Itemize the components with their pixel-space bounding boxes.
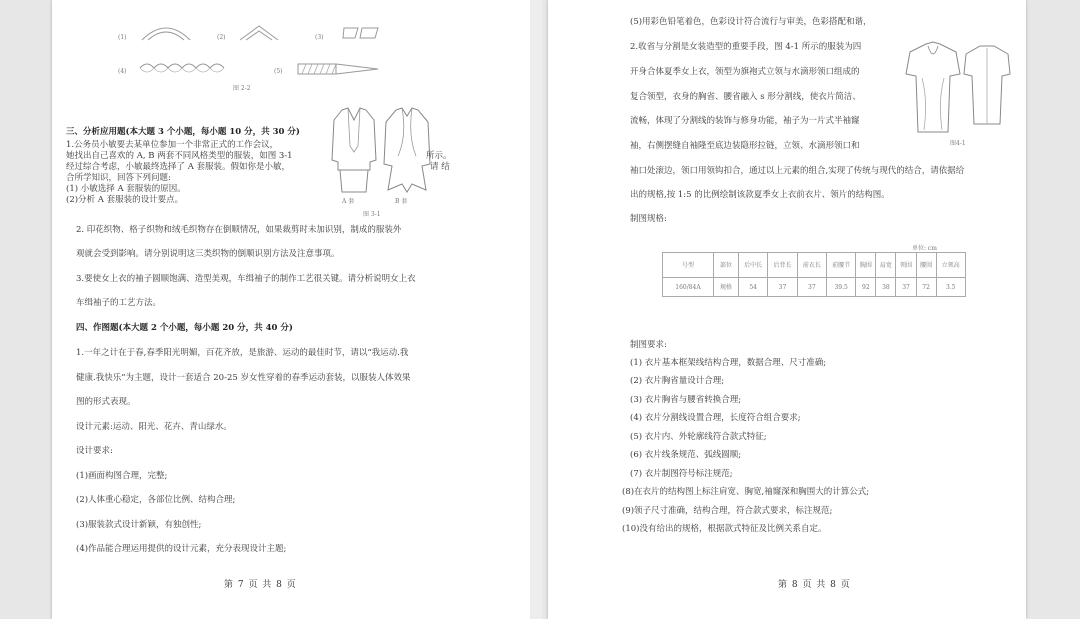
- requirement-item: (10)没有给出的规格，根据款式特征及比例关系自定。: [622, 524, 827, 534]
- requirement-item: (1) 衣片基本框架线结构合理，数据合理、尺寸准确;: [630, 358, 827, 368]
- fold-stitch-drawing: [342, 26, 380, 40]
- table-header-row: [663, 253, 966, 278]
- suit-b-drawing: [382, 106, 432, 194]
- question-line: 复合领型，衣身的胸省、腰省融入 s 形分割线，使衣片简洁、: [630, 92, 861, 102]
- question-line: 1.一年之计在于春,春季阳光明媚，百花齐放，是旅游、运动的最佳时节，请以“我运动.我: [76, 348, 409, 358]
- requirement-item: (5) 衣片内、外轮廓线符合款式特征;: [630, 432, 767, 442]
- table-cell: 37: [797, 278, 826, 297]
- arch-stitch-drawing: [140, 22, 192, 42]
- requirement-item: (4)作品能合理运用提供的设计元素，充分表现设计主题;: [76, 544, 287, 554]
- fig-label: (1): [118, 34, 127, 41]
- fig-label: (4): [118, 68, 127, 75]
- question-line: 开身合体夏季女上衣，领型为旗袍式立领与水滴形领口组成的: [630, 67, 860, 77]
- table-header-cell: 后中长: [739, 253, 768, 278]
- table-cell: 72: [916, 278, 936, 297]
- page-footer: 第 7 页 共 8 页: [224, 580, 297, 590]
- figure-label: B 套: [395, 198, 408, 205]
- question-line: 车缉袖子的工艺方法。: [76, 298, 162, 308]
- spec-title: 制图规格:: [630, 214, 667, 224]
- table-header-cell: 腰围: [916, 253, 936, 278]
- table-header-cell: 部位: [714, 253, 739, 278]
- page-footer: 第 8 页 共 8 页: [778, 580, 851, 590]
- requirement-item: (2)人体重心稳定，各部位比例、结构合理;: [76, 495, 236, 505]
- design-elements: 设计元素:运动、阳光、花卉、青山绿水。: [76, 422, 232, 432]
- requirements-title: 制图要求:: [630, 340, 667, 350]
- table-header-cell: 胸围: [856, 253, 876, 278]
- requirement-item: (6) 衣片线条规范、弧线圆顺;: [630, 450, 742, 460]
- requirement-item: (1)画面构图合理，完整;: [76, 471, 168, 481]
- qipao-front-drawing: [904, 40, 962, 136]
- table-cell: 160/84A: [663, 278, 714, 297]
- question-line: 出的规格,按 1:5 的比例绘制该款夏季女上衣前衣片、领片的结构图。: [630, 190, 890, 200]
- document-page-7: [52, 0, 530, 619]
- table-header-cell: 号型: [663, 253, 714, 278]
- requirement-item: (3)服装款式设计新颖，有独创性;: [76, 520, 202, 530]
- question-line: 图的形式表现。: [76, 397, 136, 407]
- requirement-item: (4) 衣片分割线设置合理，长度符合组合要求;: [630, 413, 801, 423]
- table-row: [663, 278, 966, 297]
- page-gap: [530, 0, 542, 619]
- question-line: 2. 印花织物、格子织物和绒毛织物存在倒顺情况，如果裁剪时未加识别，制成的服装外: [76, 225, 402, 235]
- figure-caption: 图4-1: [950, 140, 966, 147]
- question-line: 请 结: [430, 162, 450, 172]
- question-line: 1.公务员小敏要去某单位参加一个非常正式的工作会议，: [66, 140, 279, 150]
- requirement-item: (9)领子尺寸准确，结构合理，符合款式要求，标注规范;: [622, 506, 833, 516]
- qipao-back-drawing: [962, 44, 1012, 126]
- figure-caption: 图 2-2: [233, 85, 251, 92]
- requirement-item: (2) 衣片胸省量设计合理;: [630, 376, 725, 386]
- suit-a-drawing: [330, 106, 378, 194]
- question-line: 袖，右侧摆缝自袖隆至底边装隐形拉链，立领、水滴形领口和: [630, 141, 860, 151]
- table-header-cell: 肩宽: [876, 253, 896, 278]
- fig-label: (2): [217, 34, 226, 41]
- table-header-cell: 前腰节: [826, 253, 855, 278]
- requirement-item: (3) 衣片胸省与腰省转换合理;: [630, 395, 742, 405]
- figure-caption: 图 3-1: [363, 211, 381, 218]
- tapered-stitch-drawing: [296, 62, 380, 76]
- table-cell: 54: [739, 278, 768, 297]
- chevron-stitch-drawing: [238, 24, 280, 42]
- question-line: 流畅，体现了分割线的装饰与修身功能，袖子为一片式半袖窿: [630, 116, 860, 126]
- table-cell: 39.5: [826, 278, 855, 297]
- table-cell: 规格: [714, 278, 739, 297]
- question-line: 2.收省与分割是女装造型的重要手段，图 4-1 所示的服装为四: [630, 42, 862, 52]
- requirement-item: (8)在衣片的结构图上标注肩宽、胸宽,袖窿深和胸围大的计算公式;: [622, 487, 870, 497]
- table-cell: 37: [768, 278, 797, 297]
- requirement-item: (7) 衣片制图符号标注规范;: [630, 469, 733, 479]
- table-cell: 92: [856, 278, 876, 297]
- scallop-stitch-drawing: [138, 60, 234, 76]
- section-heading: 四、作图题(本大题 2 个小题，每小题 20 分，共 40 分): [76, 323, 293, 333]
- table-header-cell: 后背长: [768, 253, 797, 278]
- requirements-title: 设计要求:: [76, 446, 113, 456]
- question-line: (1) 小敏选择 A 套服装的原因。: [66, 184, 186, 194]
- table-header-cell: 领围: [896, 253, 916, 278]
- document-page-8: [548, 0, 1026, 619]
- question-line: 合所学知识，回答下列问题:: [66, 173, 171, 183]
- question-line: 观就会受到影响。请分别说明这三类织物的倒顺识别方法及注意事项。: [76, 249, 340, 259]
- fig-label: (5): [274, 68, 283, 75]
- question-line: 袖口处滚边，领口用领钩扣合，通过以上元素的组合,实现了传统与现代的结合，请依据给: [630, 166, 965, 176]
- question-line: 她找出自己喜欢的 A, B 两套不同风格类型的服装，如图 3-1: [66, 151, 293, 161]
- question-line: 所示。: [426, 151, 452, 161]
- spec-table: [662, 252, 966, 297]
- question-line: 健康.我快乐”为主题，设计一套适合 20-25 岁女性穿着的春季运动套装，以服装人体效果: [76, 373, 411, 383]
- table-header-cell: 前衣长: [797, 253, 826, 278]
- question-line: 3.要使女上衣的袖子圆顺饱满、造型美观，车缉袖子的制作工艺很关键。请分析说明女上衣: [76, 274, 416, 284]
- question-line: (2)分析 A 套服装的设计要点。: [66, 195, 184, 205]
- question-line: 经过综合考虑，小敏最终选择了 A 套服装。假如你是小敏，: [66, 162, 291, 172]
- section-heading: 三、分析应用题(本大题 3 个小题，每小题 10 分，共 30 分): [66, 127, 300, 137]
- table-header-cell: 立领高: [936, 253, 965, 278]
- table-cell: 37: [896, 278, 916, 297]
- requirement-item: (5)用彩色铅笔着色，色彩设计符合流行与审美，色彩搭配和谐，: [630, 17, 872, 27]
- table-cell: 38: [876, 278, 896, 297]
- fig-label: (3): [315, 34, 324, 41]
- figure-label: A 套: [342, 198, 355, 205]
- table-cell: 3.5: [936, 278, 965, 297]
- unit-label: 单位: cm: [912, 245, 937, 252]
